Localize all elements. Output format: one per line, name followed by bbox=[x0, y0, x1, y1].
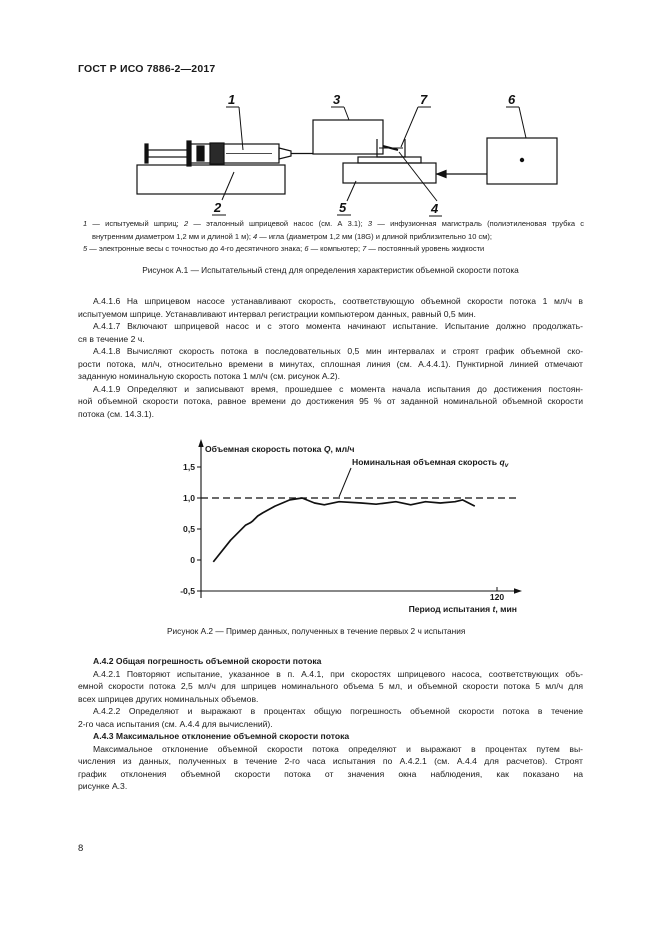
text-line: ной объемной скорости потока, равное времени до достижения 95 % от заданной номинальной объемной скорости bbox=[78, 396, 583, 406]
nominal-rate-label-text: Номинальная объемная скорость bbox=[352, 457, 500, 467]
balance-pan bbox=[358, 157, 421, 163]
legend-number: 4 bbox=[252, 231, 258, 241]
text-line: 2-го часа испытания (см. А.4.4 для вычислений). bbox=[78, 718, 273, 729]
y-tick-label: 0 bbox=[190, 555, 195, 565]
x-axis-title-unit: , мин bbox=[495, 604, 517, 614]
legend-number: 3 bbox=[367, 219, 373, 228]
text-line: А.4.1.9 Определяют и записывают время, прошедшее с момента начала испытания до достижения постоян- bbox=[93, 383, 583, 394]
callout-7-leader bbox=[401, 107, 418, 147]
callout-3: 3 bbox=[333, 92, 341, 107]
legend-number: 7 bbox=[362, 244, 367, 254]
legend-text: — постоянный уровень жидкости bbox=[366, 244, 485, 254]
nominal-label-leader bbox=[339, 468, 351, 497]
section-a42-text bbox=[78, 655, 583, 793]
section-a41-text bbox=[78, 295, 583, 420]
callout-7: 7 bbox=[420, 92, 428, 107]
document-code-header: ГОСТ Р ИСО 7886-2—2017 bbox=[78, 63, 216, 75]
y-axis-title-text: Объемная скорость потока bbox=[205, 444, 324, 454]
plunger-stopper bbox=[197, 146, 204, 161]
test-syringe bbox=[145, 141, 291, 166]
text-line: А.4.2.1 Повторяют испытание, указанное в п. А.4.1, при скоростях шприцевого насоса, соответствующих объ- bbox=[93, 668, 583, 679]
text-line: Максимальное отклонение объемной скорости потока определяют и выражают в процентах путем вы- bbox=[93, 743, 583, 754]
text-line: А.4.1.6 На шприцевом насосе устанавливают скорость, соответствующую объемной скорости потока 1 мл/ч в bbox=[93, 296, 583, 306]
text-line: потока (см. 14.3.1). bbox=[78, 408, 154, 419]
text-line: рости потока, мл/ч, относительно времени в минутах, сплошная линия (см. А.4.4.1). Пунктирной линией отмечают bbox=[78, 358, 583, 369]
pump-clamp bbox=[210, 143, 224, 164]
text-line: А.4.1.8 Вычисляют скорость потока в последовательных 0,5 мин интервалах и строят график объемной ско- bbox=[93, 346, 583, 356]
infusion-line-loop bbox=[313, 120, 383, 154]
callout-3-leader bbox=[344, 107, 349, 120]
text-line: А.4.1.7 Включают шприцевой насос и с этого момента начинают испытание. Испытание должно продолжать- bbox=[93, 321, 583, 331]
y-axis-title bbox=[205, 444, 355, 454]
y-axis-arrow-icon bbox=[198, 439, 203, 447]
syringe-nozzle bbox=[279, 148, 291, 159]
y-tick-label: 1,0 bbox=[183, 493, 195, 503]
legend-text: — испытуемый шприц; bbox=[87, 219, 184, 228]
callout-4: 4 bbox=[431, 201, 439, 216]
flow-rate-curve bbox=[213, 498, 475, 562]
text-line: А.4.2.2 Определяют и выражают в процентах общую погрешность объемной скорости потока в течение bbox=[93, 706, 583, 716]
legend-line bbox=[83, 218, 584, 231]
x-axis-title-text: Период испытания bbox=[408, 604, 493, 614]
callout-6-leader bbox=[519, 107, 526, 138]
x-axis-title bbox=[409, 604, 517, 614]
text-line: числения из данных, полученных в течение 2-го часа испытания по А.4.2.1 (см. А.4.4 для расчетов). Строят bbox=[78, 756, 583, 766]
legend-line bbox=[83, 231, 584, 244]
text-line: испытуемом шприце. Устанавливают интервал регистрации компьютером данных, равный 0,5 мин. bbox=[78, 308, 476, 319]
legend-number: 6 bbox=[304, 244, 309, 254]
nominal-rate-label-subscript: v bbox=[504, 462, 509, 469]
callout-2-leader bbox=[222, 172, 234, 200]
legend-text: — электронные весы с точностью до 4-го десятичного знака; bbox=[87, 244, 305, 254]
y-axis-title-unit: , мл/ч bbox=[330, 444, 355, 454]
y-tick-label: 1,5 bbox=[183, 462, 195, 472]
figure-a1-caption: Рисунок А.1 — Испытательный стенд для определения характеристик объемной скорости потока bbox=[142, 265, 519, 275]
x-tick-label: 120 bbox=[489, 592, 505, 602]
figure-a1-legend bbox=[83, 218, 584, 256]
legend-text: — игла (диаметром 1,2 мм (18G) и длиной приблизительно 10 см); bbox=[257, 231, 492, 241]
legend-text: — компьютер; bbox=[308, 244, 363, 254]
callout-6: 6 bbox=[508, 92, 516, 107]
legend-number: 2 bbox=[183, 219, 189, 228]
figure-a2-chart bbox=[0, 430, 661, 620]
callout-5-leader bbox=[347, 181, 356, 201]
legend-text: внутренним диаметром 1,2 мм и длиной 1 м); bbox=[92, 231, 253, 241]
nominal-rate-label-variable: q bbox=[499, 457, 505, 467]
text-line: график отклонения объемной скорости потока от значения окна наблюдения, как показано на bbox=[78, 768, 583, 779]
callout-1: 1 bbox=[228, 92, 236, 107]
callout-5: 5 bbox=[339, 200, 347, 215]
balance-body bbox=[343, 163, 436, 183]
computer-indicator bbox=[520, 158, 523, 161]
text-line: емной скорости потока 2,5 мл/ч для шприцев номинального объема 5 мл, и объемной скорости потока 5 мл/ч для bbox=[78, 681, 583, 691]
callout-2: 2 bbox=[214, 200, 222, 215]
syringe-pump-body bbox=[137, 165, 285, 194]
x-axis-arrow-icon bbox=[514, 588, 522, 593]
figure-a2-caption: Рисунок А.2 — Пример данных, полученных в течение первых 2 ч испытания bbox=[167, 626, 466, 636]
text-line: рисунке А.3. bbox=[78, 781, 128, 791]
section-heading: А.4.3 Максимальное отклонение объемной скорости потока bbox=[93, 731, 350, 741]
legend-line bbox=[83, 243, 584, 256]
y-tick-label: 0,5 bbox=[183, 524, 195, 534]
page-number: 8 bbox=[78, 843, 84, 854]
section-heading: А.4.2 Общая погрешность объемной скорости потока bbox=[93, 656, 322, 666]
data-cable-arrow-icon bbox=[437, 171, 446, 178]
legend-text: — инфузионная магистраль (полиэтиленовая трубка с bbox=[372, 219, 585, 228]
legend-number: 5 bbox=[83, 244, 88, 254]
y-axis-title-variable: Q bbox=[323, 444, 331, 454]
y-tick-label: -0,5 bbox=[180, 586, 195, 596]
nominal-rate-label bbox=[352, 457, 509, 469]
x-axis-title-variable: t bbox=[492, 604, 496, 614]
legend-text: — эталонный шприцевой насос (см. А 3.1); bbox=[188, 219, 368, 228]
text-line: всех шприцев других номинальных объемов. bbox=[78, 693, 259, 704]
plunger-rod bbox=[148, 150, 189, 157]
callout-4-leader bbox=[399, 152, 437, 201]
text-line: заданную номинальную скорость потока 1 мл/ч (см. рисунок А.2). bbox=[78, 371, 341, 381]
finger-flange bbox=[187, 141, 191, 166]
legend-number: 1 bbox=[83, 219, 88, 228]
text-line: ся в течение 2 ч. bbox=[78, 333, 145, 344]
figure-a1-schematic bbox=[0, 85, 661, 220]
